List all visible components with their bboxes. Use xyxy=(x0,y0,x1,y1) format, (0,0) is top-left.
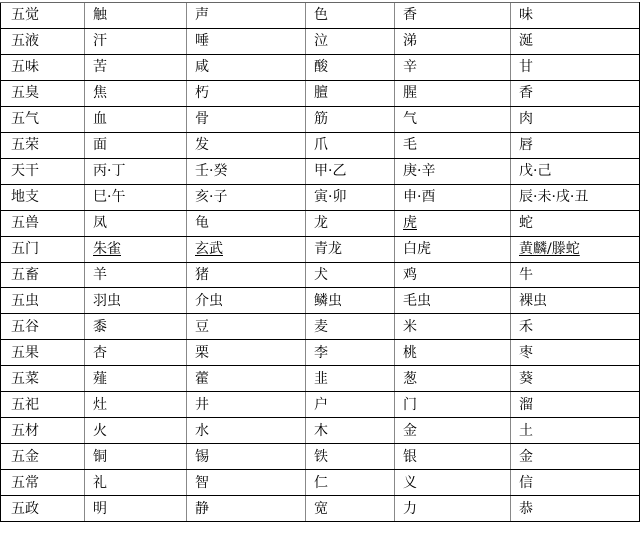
table-row xyxy=(1,54,640,80)
table-cell xyxy=(395,236,511,262)
table-row xyxy=(1,496,640,522)
cell-text: 血 xyxy=(93,111,107,128)
table-cell xyxy=(85,314,187,340)
row-category-cell xyxy=(1,444,85,470)
table-row xyxy=(1,340,640,366)
cell-text: 亥·子 xyxy=(195,189,228,206)
cell-text: 骨 xyxy=(195,111,209,128)
table-cell xyxy=(511,366,640,392)
cell-text: 毛 xyxy=(403,137,417,154)
table-cell xyxy=(85,236,187,262)
row-category-cell xyxy=(1,3,85,29)
table-cell xyxy=(511,418,640,444)
cell-text: 毛虫 xyxy=(403,292,431,309)
table-cell xyxy=(187,314,306,340)
cell-text: 户 xyxy=(314,396,328,413)
cell-text: 壬·癸 xyxy=(195,163,228,180)
table-cell xyxy=(395,288,511,314)
table-cell xyxy=(187,496,306,522)
table-cell xyxy=(511,184,640,210)
table-cell xyxy=(85,210,187,236)
table-cell xyxy=(187,418,306,444)
table-cell xyxy=(395,392,511,418)
cell-text: 礼 xyxy=(93,474,107,491)
cell-text: 涕 xyxy=(403,33,417,50)
row-category-label: 五气 xyxy=(11,111,39,128)
row-category-cell xyxy=(1,340,85,366)
table-cell xyxy=(395,366,511,392)
row-category-label: 五味 xyxy=(11,59,39,76)
cell-text: 唇 xyxy=(519,137,533,154)
cell-text: 咸 xyxy=(195,59,209,76)
row-category-label: 五菜 xyxy=(11,370,39,387)
table-cell xyxy=(187,80,306,106)
table-cell xyxy=(395,210,511,236)
cell-text: 肉 xyxy=(519,111,533,128)
cell-text: 香 xyxy=(519,85,533,102)
cell-text: 甘 xyxy=(519,59,533,76)
row-category-label: 地支 xyxy=(11,189,39,206)
table-cell xyxy=(187,210,306,236)
cell-text: 土 xyxy=(519,422,533,439)
row-category-label: 五觉 xyxy=(11,7,39,24)
cell-text: 寅·卯 xyxy=(314,189,347,206)
table-cell xyxy=(395,80,511,106)
table-cell xyxy=(511,236,640,262)
cell-text: 色 xyxy=(314,7,328,24)
table-cell xyxy=(187,132,306,158)
table-cell xyxy=(306,132,395,158)
table-cell xyxy=(187,288,306,314)
cell-text: 玄武 xyxy=(195,241,223,258)
table-cell xyxy=(306,236,395,262)
row-category-label: 天干 xyxy=(11,163,39,180)
table-cell xyxy=(306,28,395,54)
cell-text: 虎 xyxy=(403,215,417,232)
row-category-cell xyxy=(1,470,85,496)
cell-text: 银 xyxy=(403,448,417,465)
row-category-cell xyxy=(1,158,85,184)
cell-text: 青龙 xyxy=(314,241,342,258)
cell-text: 灶 xyxy=(93,396,107,413)
table-cell xyxy=(306,314,395,340)
cell-text: 韭 xyxy=(314,370,328,387)
cell-text: 仁 xyxy=(314,474,328,491)
table-cell xyxy=(511,54,640,80)
cell-text: 水 xyxy=(195,422,209,439)
cell-text: 杏 xyxy=(93,344,107,361)
cell-text: 铁 xyxy=(314,448,328,465)
table-cell xyxy=(395,444,511,470)
table-cell xyxy=(395,28,511,54)
row-category-cell xyxy=(1,236,85,262)
row-category-label: 五常 xyxy=(11,474,39,491)
cell-text: 恭 xyxy=(519,500,533,517)
table-cell xyxy=(306,106,395,132)
table-cell xyxy=(85,288,187,314)
table-cell xyxy=(306,470,395,496)
cell-text: 桃 xyxy=(403,344,417,361)
cell-text: 葱 xyxy=(403,370,417,387)
table-cell xyxy=(306,496,395,522)
cell-text: 豆 xyxy=(195,318,209,335)
table-cell xyxy=(306,158,395,184)
cell-text: 鸡 xyxy=(403,267,417,283)
table-cell xyxy=(85,262,187,288)
row-category-cell xyxy=(1,80,85,106)
row-category-label: 五政 xyxy=(11,500,39,517)
table-row xyxy=(1,3,640,29)
table-cell xyxy=(85,444,187,470)
table-cell xyxy=(511,340,640,366)
cell-text: 味 xyxy=(519,7,533,24)
cell-text: 酸 xyxy=(314,59,328,76)
table-row xyxy=(1,132,640,158)
cell-text: 葵 xyxy=(519,370,533,387)
table-cell xyxy=(187,262,306,288)
table-cell xyxy=(511,314,640,340)
table-cell xyxy=(511,210,640,236)
table-cell xyxy=(85,496,187,522)
table-cell xyxy=(306,210,395,236)
row-category-cell xyxy=(1,418,85,444)
cell-text: 信 xyxy=(519,474,533,491)
cell-text: 羊 xyxy=(93,267,107,283)
table-row xyxy=(1,314,640,340)
table-cell xyxy=(85,340,187,366)
cell-text: 辛 xyxy=(403,59,417,76)
table-row xyxy=(1,106,640,132)
cell-text: 发 xyxy=(195,137,209,154)
table-row xyxy=(1,444,640,470)
cell-text: 蛇 xyxy=(519,215,533,232)
cell-text: 腥 xyxy=(403,85,417,102)
table-cell xyxy=(306,392,395,418)
table-cell xyxy=(306,418,395,444)
table-cell xyxy=(187,470,306,496)
row-category-cell xyxy=(1,54,85,80)
table-cell xyxy=(306,444,395,470)
table-cell xyxy=(306,184,395,210)
table-cell xyxy=(395,54,511,80)
table-cell xyxy=(395,418,511,444)
table-row xyxy=(1,288,640,314)
row-category-cell xyxy=(1,314,85,340)
cell-text: 犬 xyxy=(314,267,328,283)
cell-text: 铜 xyxy=(93,448,107,465)
table-cell xyxy=(85,470,187,496)
table-cell xyxy=(395,3,511,29)
cell-text: 木 xyxy=(314,422,328,439)
cell-text: 井 xyxy=(195,396,209,413)
table-cell xyxy=(511,132,640,158)
cell-text: 猪 xyxy=(195,267,209,283)
table-row xyxy=(1,28,640,54)
cell-text: 麦 xyxy=(314,318,328,335)
table-cell xyxy=(187,3,306,29)
table-row xyxy=(1,184,640,210)
table-cell xyxy=(395,496,511,522)
table-row xyxy=(1,80,640,106)
table-cell xyxy=(395,158,511,184)
cell-text: 焦 xyxy=(93,85,107,102)
cell-text: 明 xyxy=(93,500,107,517)
cell-text: 香 xyxy=(403,7,417,24)
cell-text: 气 xyxy=(403,111,417,128)
cell-text: 声 xyxy=(195,7,209,24)
cell-text: 触 xyxy=(93,7,107,24)
row-category-label: 五金 xyxy=(11,448,39,465)
table-cell xyxy=(395,106,511,132)
table-cell xyxy=(85,132,187,158)
table-cell xyxy=(395,470,511,496)
cell-text: 门 xyxy=(403,396,417,413)
cell-text: 静 xyxy=(195,500,209,517)
cell-text: 白虎 xyxy=(403,241,431,258)
table-row xyxy=(1,392,640,418)
cell-text: 甲·乙 xyxy=(314,163,347,180)
row-category-cell xyxy=(1,184,85,210)
table-row xyxy=(1,366,640,392)
table-cell xyxy=(85,28,187,54)
cell-text: 枣 xyxy=(519,344,533,361)
cell-text: 朱雀 xyxy=(93,241,121,258)
cell-text: 戊·己 xyxy=(519,163,552,180)
table-cell xyxy=(187,444,306,470)
table-cell xyxy=(85,80,187,106)
row-category-cell xyxy=(1,392,85,418)
row-category-label: 五兽 xyxy=(11,215,39,232)
cell-text: 泣 xyxy=(314,33,328,50)
cell-text: 李 xyxy=(314,344,328,361)
row-category-label: 五谷 xyxy=(11,318,39,335)
cell-text: 藿 xyxy=(195,370,209,387)
table-cell xyxy=(85,3,187,29)
row-category-cell xyxy=(1,106,85,132)
row-category-label: 五果 xyxy=(11,344,39,361)
table-cell xyxy=(85,184,187,210)
table-row xyxy=(1,236,640,262)
cell-text: 栗 xyxy=(195,344,209,361)
row-category-cell xyxy=(1,210,85,236)
cell-text: 牛 xyxy=(519,267,533,283)
cell-text: 火 xyxy=(93,422,107,439)
row-category-label: 五畜 xyxy=(11,267,39,283)
cell-text: 丙·丁 xyxy=(93,163,126,180)
table-cell xyxy=(511,288,640,314)
table-cell xyxy=(306,80,395,106)
table-row xyxy=(1,158,640,184)
cell-text: 金 xyxy=(403,422,417,439)
table-cell xyxy=(85,54,187,80)
cell-text: 禾 xyxy=(519,318,533,335)
table-cell xyxy=(306,262,395,288)
table-cell xyxy=(306,288,395,314)
table-cell xyxy=(511,392,640,418)
table-cell xyxy=(187,158,306,184)
cell-text: 龙 xyxy=(314,215,328,232)
table-row xyxy=(1,210,640,236)
cell-text: 裸虫 xyxy=(519,292,547,309)
cell-text: 力 xyxy=(403,500,417,517)
cell-text: 黍 xyxy=(93,318,107,335)
table-cell xyxy=(395,262,511,288)
row-category-label: 五荣 xyxy=(11,137,39,154)
table-cell xyxy=(511,496,640,522)
table-cell xyxy=(187,392,306,418)
row-category-cell xyxy=(1,288,85,314)
row-category-label: 五材 xyxy=(11,422,39,439)
table-cell xyxy=(187,184,306,210)
cell-text: 黄麟/滕蛇 xyxy=(519,241,580,258)
cell-text: 庚·辛 xyxy=(403,163,436,180)
cell-text: 申·酉 xyxy=(403,189,436,206)
cell-text: 面 xyxy=(93,137,107,154)
cell-text: 义 xyxy=(403,474,417,491)
row-category-label: 五臭 xyxy=(11,85,39,102)
cell-text: 爪 xyxy=(314,137,328,154)
table-cell xyxy=(511,80,640,106)
table-row xyxy=(1,418,640,444)
cell-text: 金 xyxy=(519,448,533,465)
cell-text: 苦 xyxy=(93,59,107,76)
correspondence-table xyxy=(0,2,640,522)
cell-text: 唾 xyxy=(195,33,209,50)
cell-text: 介虫 xyxy=(195,292,223,309)
row-category-label: 五门 xyxy=(11,241,39,258)
row-category-label: 五液 xyxy=(11,33,39,50)
row-category-cell xyxy=(1,366,85,392)
table-row xyxy=(1,262,640,288)
table-cell xyxy=(187,28,306,54)
table-cell xyxy=(395,132,511,158)
cell-text: 凤 xyxy=(93,215,107,232)
row-category-cell xyxy=(1,132,85,158)
cell-text: 智 xyxy=(195,474,209,491)
table-cell xyxy=(187,106,306,132)
row-category-cell xyxy=(1,28,85,54)
table-cell xyxy=(511,470,640,496)
cell-text: 龟 xyxy=(195,215,209,232)
table-cell xyxy=(85,418,187,444)
table-cell xyxy=(187,236,306,262)
table-cell xyxy=(306,366,395,392)
row-category-label: 五虫 xyxy=(11,292,39,309)
cell-text: 锡 xyxy=(195,448,209,465)
table-cell xyxy=(395,314,511,340)
table-cell xyxy=(187,366,306,392)
table-cell xyxy=(395,184,511,210)
table-cell xyxy=(306,340,395,366)
table-cell xyxy=(306,3,395,29)
table-cell xyxy=(85,392,187,418)
table-cell xyxy=(395,340,511,366)
cell-text: 巳·午 xyxy=(93,189,126,206)
cell-text: 汗 xyxy=(93,33,107,50)
row-category-cell xyxy=(1,496,85,522)
table-cell xyxy=(187,54,306,80)
cell-text: 涎 xyxy=(519,33,533,50)
table-cell xyxy=(511,444,640,470)
table-cell xyxy=(511,158,640,184)
cell-text: 米 xyxy=(403,318,417,335)
cell-text: 筋 xyxy=(314,111,328,128)
table-cell xyxy=(511,262,640,288)
cell-text: 膻 xyxy=(314,85,328,102)
cell-text: 羽虫 xyxy=(93,292,121,309)
table-cell xyxy=(85,106,187,132)
cell-text: 宽 xyxy=(314,500,328,517)
table-cell xyxy=(511,3,640,29)
table-cell xyxy=(511,28,640,54)
table-cell xyxy=(306,54,395,80)
table-cell xyxy=(511,106,640,132)
row-category-label: 五祀 xyxy=(11,396,39,413)
table-cell xyxy=(85,158,187,184)
table-row xyxy=(1,470,640,496)
table-cell xyxy=(85,366,187,392)
row-category-cell xyxy=(1,262,85,288)
cell-text: 朽 xyxy=(195,85,209,102)
table-body xyxy=(1,3,640,522)
cell-text: 辰·未·戌·丑 xyxy=(519,189,589,206)
cell-text: 溜 xyxy=(519,396,533,413)
cell-text: 薤 xyxy=(93,370,107,387)
table-cell xyxy=(187,340,306,366)
cell-text: 鳞虫 xyxy=(314,292,342,309)
